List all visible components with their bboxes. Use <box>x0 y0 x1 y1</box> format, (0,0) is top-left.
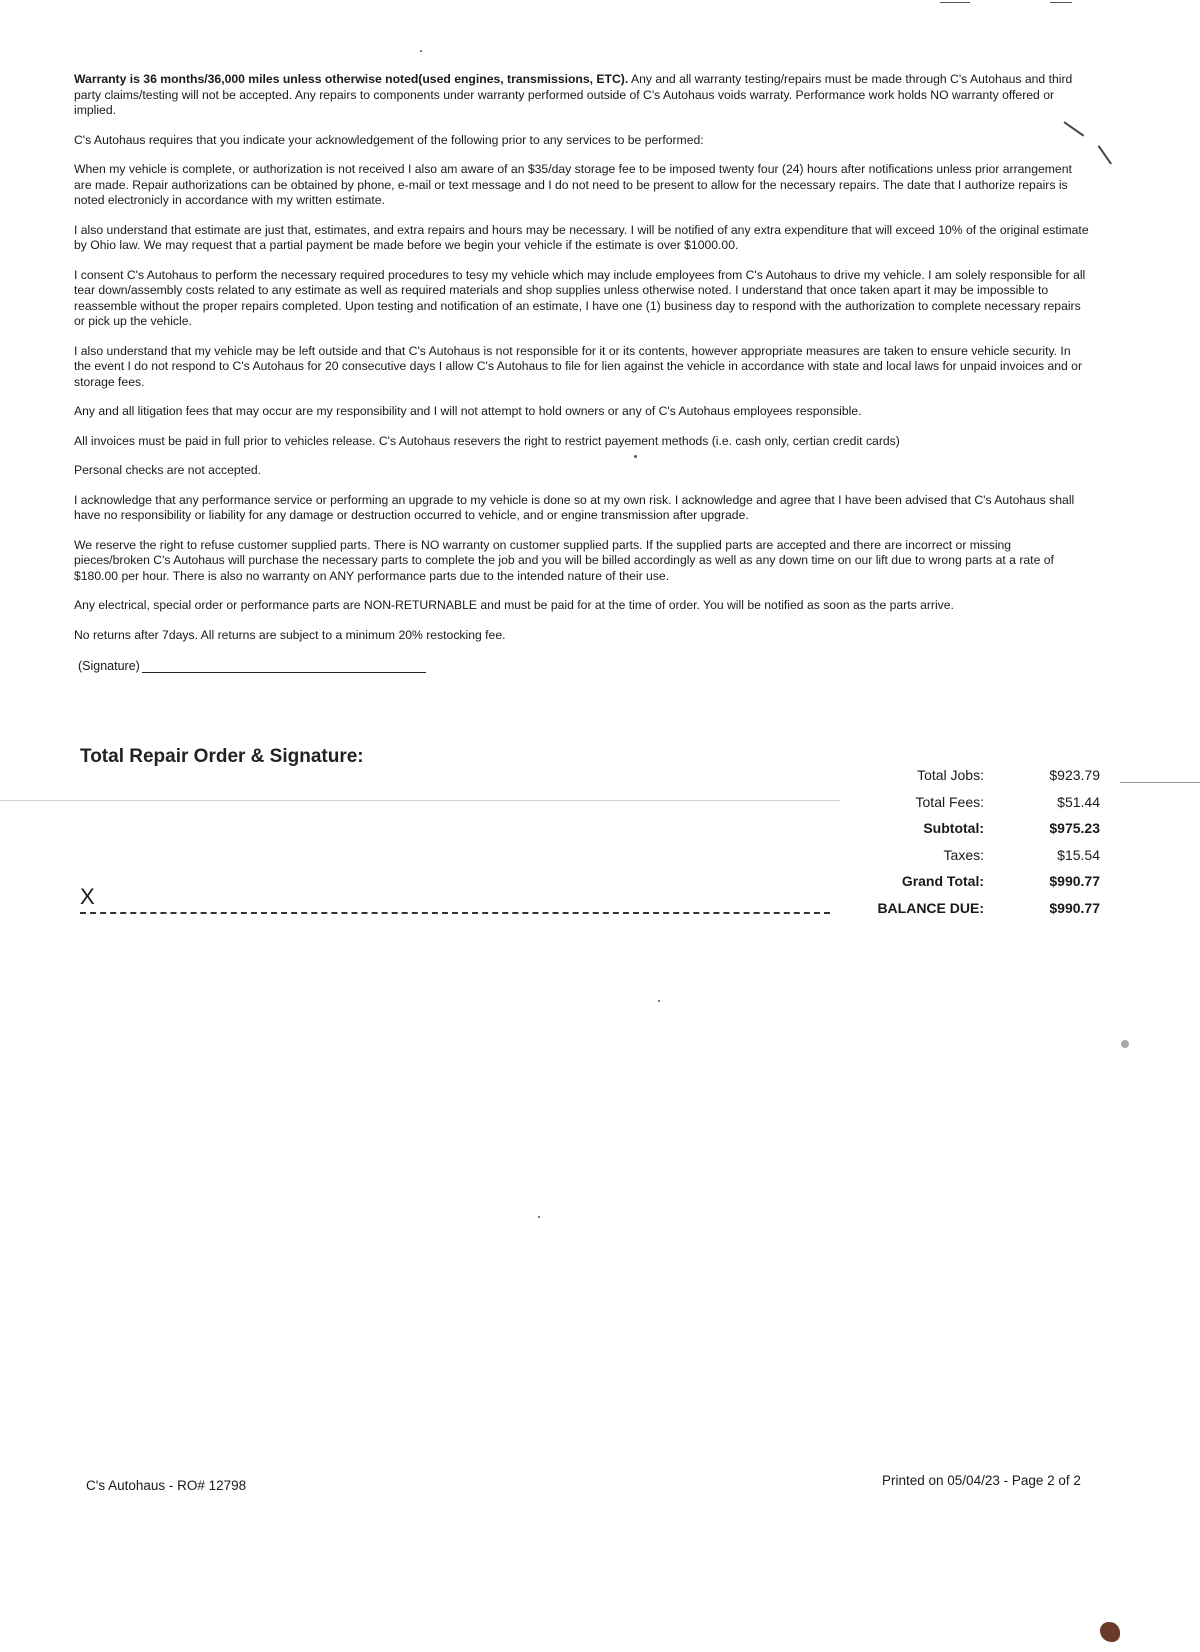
grand-total-label: Grand Total: <box>901 873 984 890</box>
terms-paragraph: Personal checks are not accepted. <box>74 463 261 477</box>
terms-paragraph: I acknowledge that any performance service or performing an upgrade to my vehicle is done so at my own risk. I acknowledge and agree that I have been advised that C's Autohaus shall have no responsibility or liability for any damage or destruction occurred to vehicle, and or engine transmission after upgrade. <box>74 492 1075 522</box>
total-fees-label: Total Fees: <box>915 793 984 810</box>
divider-line-right <box>1120 782 1200 783</box>
totals-table <box>840 762 1100 921</box>
divider-line <box>0 800 840 801</box>
taxes-label: Taxes: <box>943 846 984 863</box>
terms-paragraph: I also understand that my vehicle may be left outside and that C's Autohaus is not responsible for it or its contents, however appropriate measures are taken to ensure vehicle security. In the event I do not respond to C's Autohaus for 20 consecutive days I allow C's Autohaus to file for lien against the vehicle in accordance with state and local laws for unpaid invoices and or storage fees. <box>74 343 1083 389</box>
scan-stain <box>1100 1622 1120 1642</box>
warranty-heading: Warranty is 36 months/36,000 miles unless otherwise noted(used engines, transmissions, ETC). <box>74 72 629 86</box>
section-title: Total Repair Order & Signature: <box>80 746 364 767</box>
signature-field[interactable] <box>78 658 426 673</box>
warranty-paragraph <box>74 72 1090 119</box>
total-fees-row <box>840 789 1100 816</box>
total-jobs-label: Total Jobs: <box>917 767 984 784</box>
scan-speck <box>634 455 637 458</box>
grand-total-row <box>840 868 1100 895</box>
scan-stain <box>1121 1040 1129 1048</box>
grand-total-value: $990.77 <box>1049 873 1100 890</box>
balance-due-value: $990.77 <box>1049 899 1100 916</box>
taxes-value: $15.54 <box>1057 846 1100 863</box>
total-fees-value: $51.44 <box>1057 793 1100 810</box>
terms-paragraph: Any and all litigation fees that may occur are my responsibility and I will not attempt to hold owners or any of C's Autohaus employees responsible. <box>74 404 862 418</box>
terms-paragraph: No returns after 7days. All returns are subject to a minimum 20% restocking fee. <box>74 627 506 642</box>
footer-shop-ro: C's Autohaus - RO# 12798 <box>86 1478 247 1493</box>
total-jobs-row <box>840 762 1100 789</box>
warranty-text: Any and all warranty testing/repairs must be made through C's Autohaus and third party claims/testing will not be accepted. Any repairs to components under warranty performed outside of C's Autohaus voids warraty. Performance work holds NO warranty offered or implied. <box>74 72 1073 117</box>
balance-due-row <box>840 895 1100 922</box>
scan-artifact-top-2 <box>1050 2 1072 3</box>
balance-due-label: BALANCE DUE: <box>877 899 984 916</box>
terms-paragraph: We reserve the right to refuse customer supplied parts. There is NO warranty on customer supplied parts. If the supplied parts are accepted and there are incorrect or missing pieces/broken C's Autohaus will purchase the necessary parts to complete the job and you will be billed accordingly as well as any down time on our lift due to wrong parts at a rate of $180.00 per hour. There is also no warranty on ANY performance parts due to the intended nature of their use. <box>74 537 1054 583</box>
scan-speck <box>658 1000 660 1002</box>
subtotal-label: Subtotal: <box>923 820 984 837</box>
scan-artifact-top <box>940 2 970 3</box>
signature-label: (Signature) <box>78 659 140 673</box>
total-jobs-value: $923.79 <box>1049 767 1100 784</box>
pen-mark-2 <box>1098 145 1112 164</box>
terms-paragraph: C's Autohaus requires that you indicate your acknowledgement of the following prior to any services to be performed: <box>74 132 704 147</box>
subtotal-value: $975.23 <box>1049 820 1100 837</box>
signature-x-mark: X <box>80 884 95 909</box>
terms-section <box>74 72 1090 657</box>
signature-rule <box>142 658 426 673</box>
footer-print-info: Printed on 05/04/23 - Page 2 of 2 <box>882 1473 1081 1488</box>
terms-paragraph: Any electrical, special order or performance parts are NON-RETURNABLE and must be paid for at the time of order. You will be notified as soon as the parts arrive. <box>74 598 954 612</box>
subtotal-row <box>840 815 1100 842</box>
signature-dashed-line[interactable] <box>80 912 830 914</box>
scan-speck <box>420 50 422 52</box>
terms-paragraph: All invoices must be paid in full prior to vehicles release. C's Autohaus resevers the right to restrict payement methods (i.e. cash only, certian credit cards) <box>74 433 900 448</box>
terms-paragraph: When my vehicle is complete, or authorization is not received I also am aware of an $35/day storage fee to be imposed twenty four (24) hours after notifications unless prior arrangement are made. Repair authorizations can be obtained by phone, e-mail or text message and I do not need to be present to allow for the necessary repairs. The date that I authorize repairs is noted electronicly in accordance with my written estimate. <box>74 162 1072 207</box>
scan-speck <box>538 1216 540 1218</box>
terms-paragraph: I also understand that estimate are just that, estimates, and extra repairs and hours may be necessary. I will be notified of any extra expenditure that will exceed 10% of the original estimate by Ohio law. We may request that a partial payment be made before we begin your vehicle if the estimate is over $1000.00. <box>74 222 1089 252</box>
taxes-row <box>840 842 1100 869</box>
terms-paragraph: I consent C's Autohaus to perform the necessary required procedures to tesy my vehicle which may include employees from C's Autohaus to drive my vehicle. I am solely responsible for all tear down/assembly costs related to any estimate as well as required materials and shop supplies unless otherwise noted. I understand that once taken apart it may be impossible to reassemble without the proper repairs completed. Upon testing and notification of an estimate, I have one (1) business day to respond with the authorization to complete necessary repairs or pick up the vehicle. <box>74 267 1086 328</box>
